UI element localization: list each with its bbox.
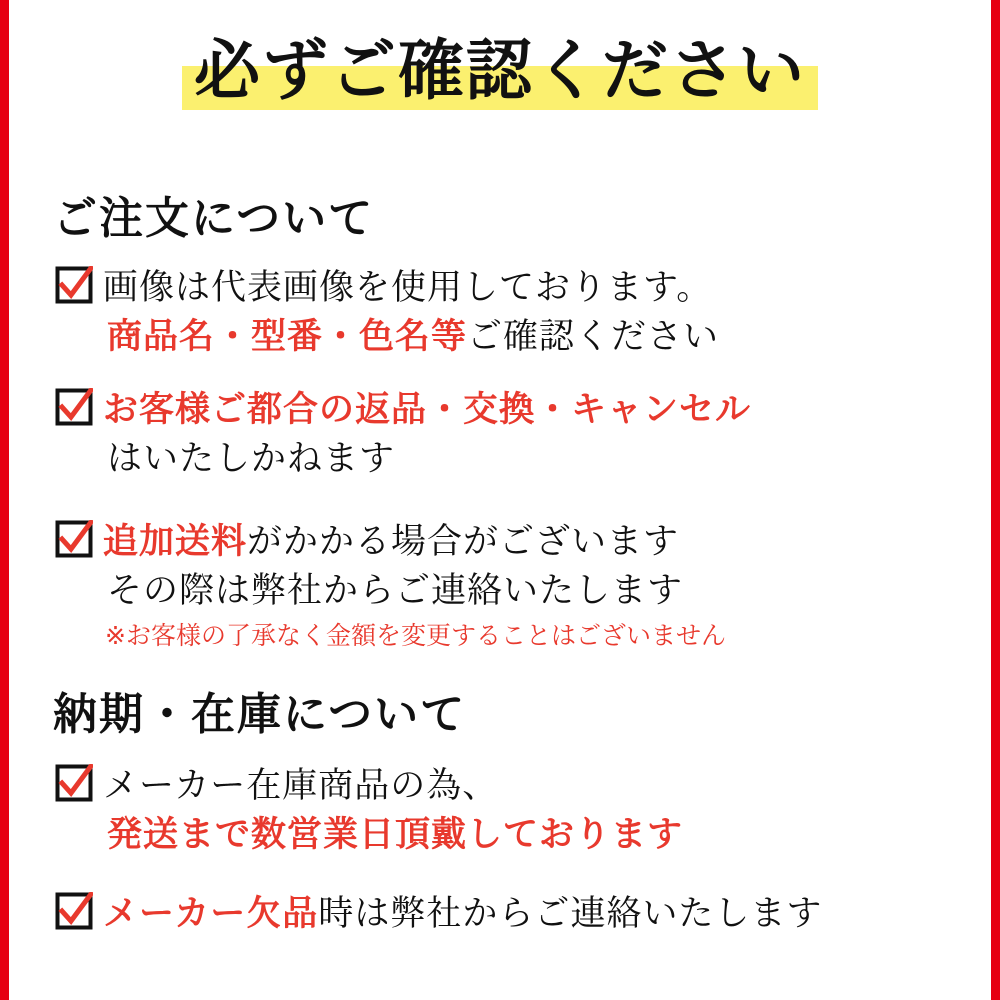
text-line (103, 518, 955, 567)
checkbox-checked-icon (55, 764, 93, 802)
line-part: 商品名・型番・色名等 (107, 317, 468, 357)
line-part: メーカー欠品 (103, 894, 319, 934)
text-line (103, 567, 955, 616)
line-part: 追加送料 (103, 522, 248, 562)
checklist-item (55, 762, 955, 860)
line-part: がかかる場合がございます (247, 522, 680, 562)
checklist-item-text (103, 518, 955, 656)
checklist-item (55, 890, 955, 939)
text-line (103, 890, 955, 939)
checklist-item-text (103, 890, 955, 939)
line-part: 発送まで数営業日頂戴しております (107, 815, 684, 855)
text-line (103, 435, 955, 484)
page-title (182, 34, 818, 109)
text-line (103, 762, 955, 811)
line-part: メーカー在庫商品の為、 (103, 766, 499, 806)
section-heading-order: ご注文について (53, 193, 375, 244)
checklist-item (55, 518, 955, 656)
text-line (103, 811, 955, 860)
checkbox-checked-icon (55, 388, 93, 426)
checkbox-checked-icon (55, 892, 93, 930)
line-part: はいたしかねます (107, 439, 396, 479)
checkbox-checked-icon (55, 266, 93, 304)
text-line (103, 313, 955, 362)
line-part: その際は弊社からご連絡いたします (107, 571, 684, 611)
footnote: ※お客様の了承なく金額を変更することはございません (105, 621, 726, 650)
page-title-wrapper (9, 34, 991, 109)
checkbox-checked-icon (55, 520, 93, 558)
page-title-text: 必ずご確認ください (194, 32, 806, 109)
text-line (103, 264, 955, 313)
checklist-item (55, 386, 955, 484)
section-heading-stock: 納期・在庫について (53, 689, 467, 740)
checklist-item-text (103, 264, 955, 362)
checklist-item (55, 264, 955, 362)
text-line (103, 386, 955, 435)
checklist-item-text (103, 762, 955, 860)
line-part: 画像は代表画像を使用しております。 (103, 268, 713, 308)
checklist-item-text (103, 386, 955, 484)
notice-content (9, 0, 991, 1000)
line-part: ご確認ください (467, 317, 720, 357)
line-part: お客様ご都合の返品・交換・キャンセル (103, 390, 752, 430)
line-part: 時は弊社からご連絡いたします (318, 894, 823, 934)
